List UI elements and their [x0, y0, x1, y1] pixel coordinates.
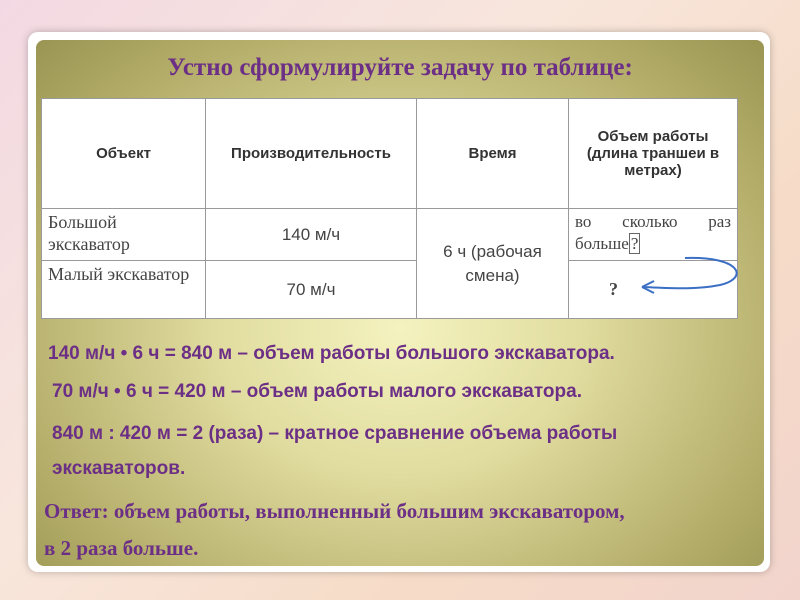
header-object: Объект — [42, 99, 206, 209]
cell-time: 6 ч (рабочая смена) — [417, 209, 569, 319]
header-time: Время — [417, 99, 569, 209]
solution-line-1: 140 м/ч • 6 ч = 840 м – объем работы большого экскаватора. — [48, 343, 615, 364]
curved-arrow-icon — [600, 250, 750, 300]
table-header-row — [42, 99, 738, 209]
cell-object: Большой экскаватор — [42, 209, 206, 261]
solution-line-4: экскаваторов. — [52, 458, 186, 479]
slide-title: Устно сформулируйте задачу по таблице: — [167, 54, 633, 81]
cell-volume: ? — [569, 261, 738, 319]
answer-line-2: в 2 раза больше. — [44, 536, 199, 560]
solution-line-3: 840 м : 420 м = 2 (раза) – кратное сравнение объема работы — [52, 423, 618, 444]
header-productivity: Производительность — [206, 99, 417, 209]
volume-text: во сколько раз больше — [575, 212, 731, 253]
cell-object: Малый экскаватор — [42, 261, 206, 319]
answer-line-1: Ответ: объем работы, выполненный большим экскаватором, — [44, 499, 625, 523]
cell-productivity: 140 м/ч — [206, 209, 417, 261]
header-volume: Объем работы (длина траншеи в метрах) — [569, 99, 738, 209]
question-mark-box: ? — [630, 234, 639, 253]
cell-productivity: 70 м/ч — [206, 261, 417, 319]
solution-line-2: 70 м/ч • 6 ч = 420 м – объем работы малого экскаватора. — [52, 381, 582, 402]
